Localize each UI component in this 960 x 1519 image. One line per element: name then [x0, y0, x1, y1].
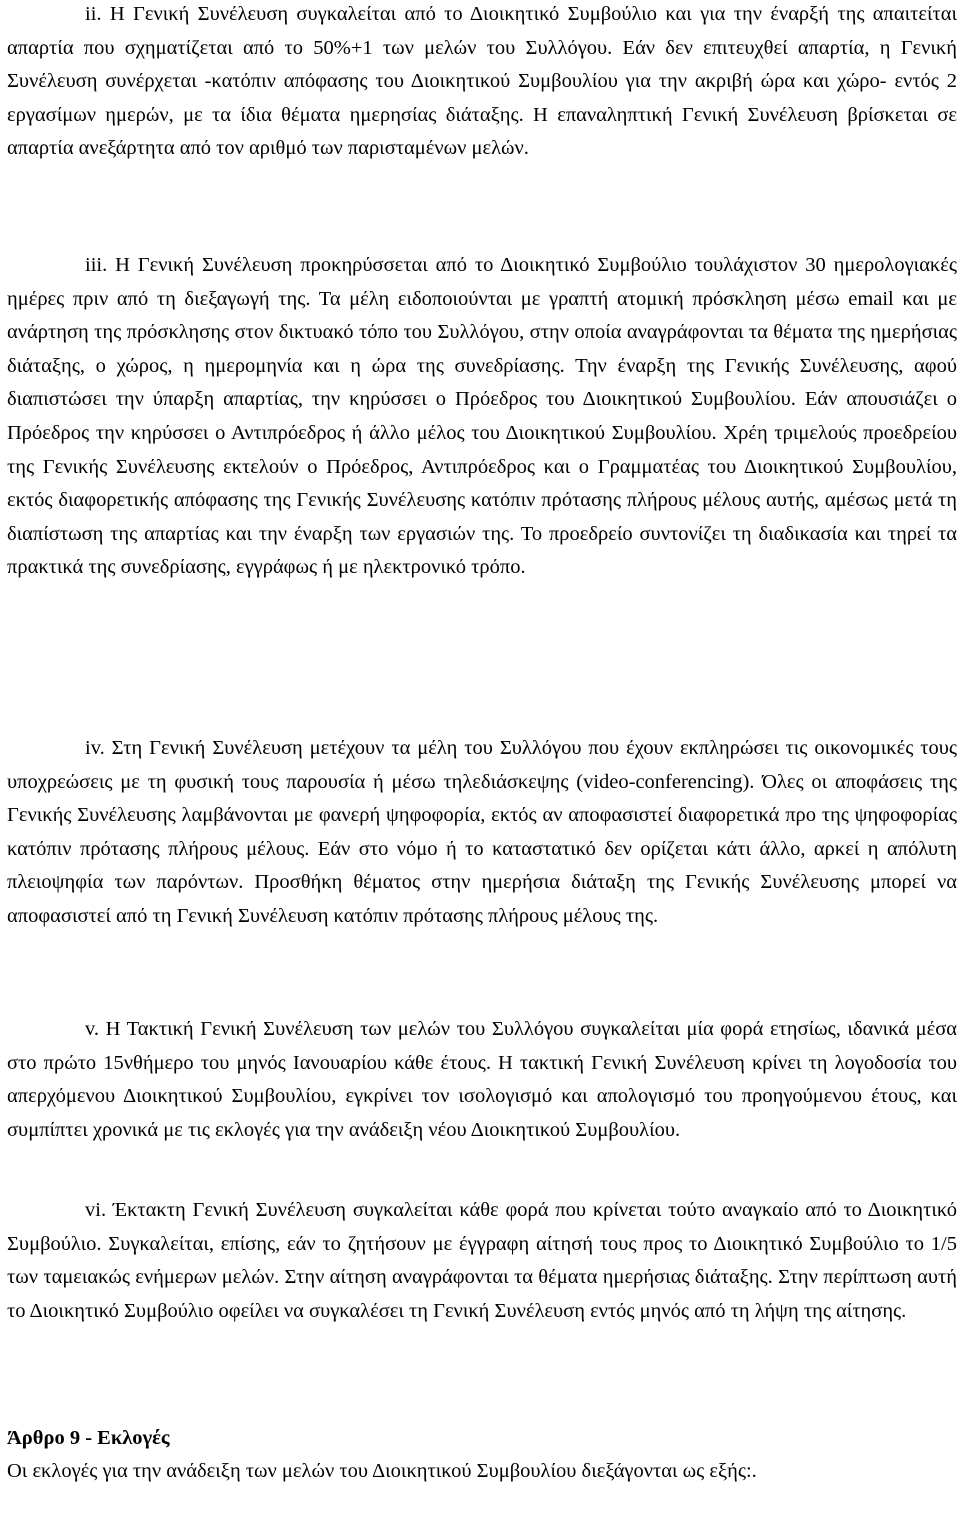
paragraph-vi: vi. Έκτακτη Γενική Συνέλευση συγκαλείται κάθε φορά που κρίνεται τούτο αναγκαίο από το Διοικητικό Συμβούλιο. Συγκαλείται, επίσης, εάν το ζητήσουν με έγγραφη αίτησή τους προς το Διοικητικό Συμβούλιο το 1/5 των ταμειακώς ενήμερων μελών. Στην αίτηση αναγράφονται τα θέματα ημερήσιας διάταξης. Στην περίπτωση αυτή το Διοικητικό Συμβούλιο οφείλει να συγκαλέσει τη Γενική Συνέλευση εντός μηνός από τη λήψη της αίτησης.	[7, 1199, 957, 1322]
article-heading: Άρθρο 9 - Εκλογές	[7, 1427, 170, 1449]
paragraph-iii: iii. Η Γενική Συνέλευση προκηρύσσεται από το Διοικητικό Συμβούλιο τουλάχιστον 30 ημερολογιακές ημέρες πριν από τη διεξαγωγή της. Τα μέλη ειδοποιούνται με γραπτή ατομική πρόσκληση μέσω email και με ανάρτηση της πρόσκλησης στον δικτυακό τόπο του Συλλόγου, στην οποία αναγράφονται τα θέματα της ημερήσιας διάταξης, ο χώρος, η ημερομηνία και η ώρα της συνεδρίασης. Την έναρξη της Γενικής Συνέλευσης, αφού διαπιστώσει την ύπαρξη απαρτίας, την κηρύσσει ο Πρόεδρος του Διοικητικού Συμβουλίου. Εάν απουσιάζει ο Πρόεδρος την κηρύσσει ο Αντιπρόεδρος ή άλλο μέλος του Διοικητικού Συμβουλίου. Χρέη τριμελούς προεδρείου της Γενικής Συνέλευσης εκτελούν ο Πρόεδρος, Αντιπρόεδρος και ο Γραμματέας του Διοικητικού Συμβουλίου, εκτός διαφορετικής απόφασης της Γενικής Συνέλευσης κατόπιν πρότασης πλήρους μέλους αυτής, αμέσως μετά τη διαπίστωση της απαρτίας και την έναρξη των εργασιών της. Το προεδρείο συντονίζει τη διαδικασία και τηρεί τα πρακτικά της συνεδρίασης, εγγράφως ή με ηλεκτρονικό τρόπο.	[7, 254, 957, 579]
article-intro: Οι εκλογές για την ανάδειξη των μελών του Διοικητικού Συμβουλίου διεξάγονται ως εξής:.	[7, 1460, 757, 1482]
paragraph-ii: ii. Η Γενική Συνέλευση συγκαλείται από το Διοικητικό Συμβούλιο και για την έναρξή της απαιτείται απαρτία που σχηματίζεται από το 50%+1 των μελών του Συλλόγου. Εάν δεν επιτευχθεί απαρτία, η Γενική Συνέλευση συνέρχεται -κατόπιν απόφασης του Διοικητικού Συμβουλίου για την ακριβή ώρα και χώρο- εντός 2 εργασίμων ημερών, με τα ίδια θέματα ημερησίας διάταξης. Η επαναληπτική Γενική Συνέλευση βρίσκεται σε απαρτία ανεξάρτητα από τον αριθμό των παρισταμένων μελών.	[7, 3, 957, 160]
paragraph-v: v. Η Τακτική Γενική Συνέλευση των μελών του Συλλόγου συγκαλείται μία φορά ετησίως, ιδανικά μέσα στο πρώτο 15νθήμερο του μηνός Ιανουαρίου κάθε έτους. Η τακτική Γενική Συνέλευση κρίνει τη λογοδοσία του απερχόμενου Διοικητικού Συμβουλίου, εγκρίνει τον ισολογισμό και απολογισμό του προηγούμενου έτους, και συμπίπτει χρονικά με τις εκλογές για την ανάδειξη νέου Διοικητικού Συμβουλίου.	[7, 1018, 957, 1141]
paragraph-iv: iv. Στη Γενική Συνέλευση μετέχουν τα μέλη του Συλλόγου που έχουν εκπληρώσει τις οικονομικές τους υποχρεώσεις με τη φυσική τους παρουσία ή μέσω τηλεδιάσκεψης (video-conferencing). Όλες οι αποφάσεις της Γενικής Συνέλευσης λαμβάνονται με φανερή ψηφοφορία, εκτός αν αποφασιστεί διαφορετικά προ της ψηφοφορίας κατόπιν πρότασης πλήρους μέλους. Εάν στο νόμο ή το καταστατικό δεν ορίζεται κάτι άλλο, αρκεί η απόλυτη πλειοψηφία των παρόντων. Προσθήκη θέματος στην ημερήσια διάταξη της Γενικής Συνέλευσης μπορεί να αποφασιστεί από τη Γενική Συνέλευση κατόπιν πρότασης πλήρους μέλους της.	[7, 737, 957, 927]
